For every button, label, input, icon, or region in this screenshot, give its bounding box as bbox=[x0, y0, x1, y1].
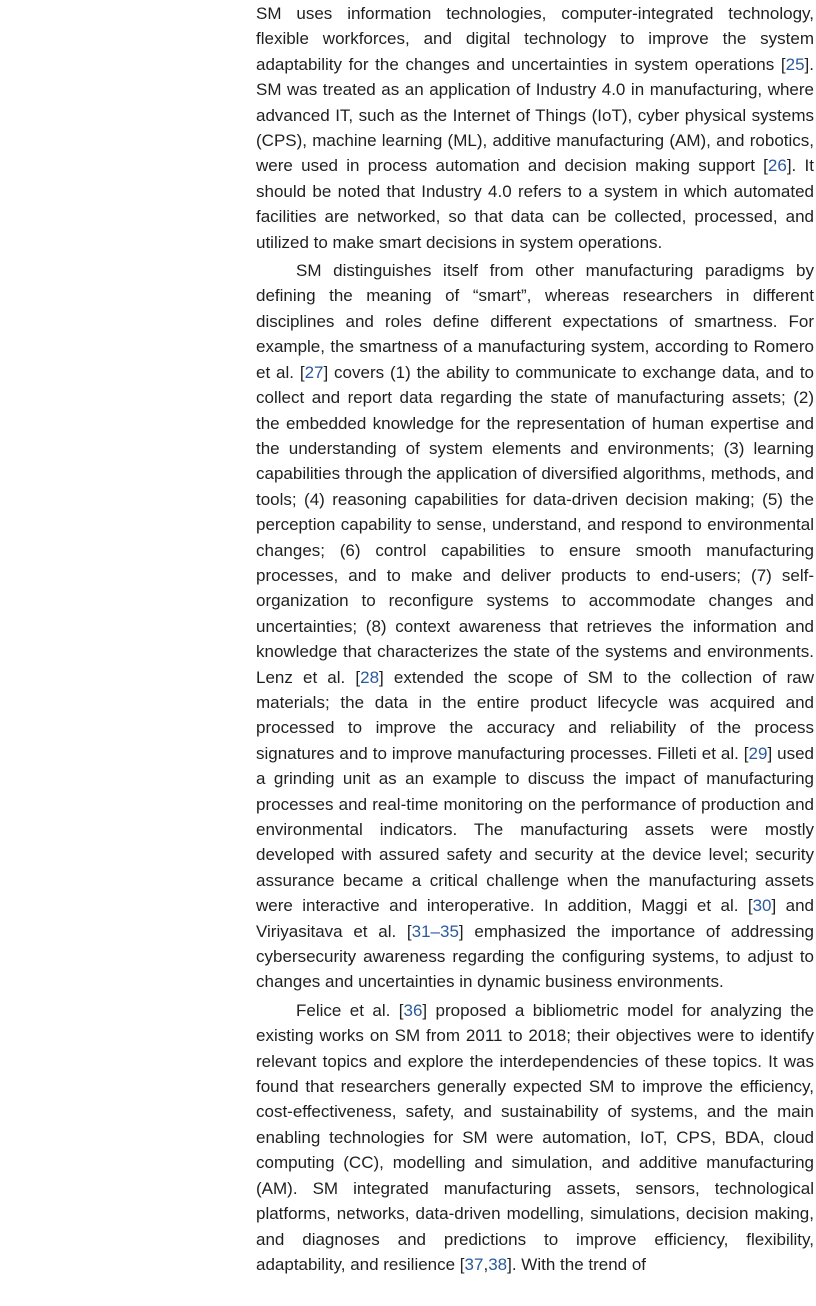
paragraph-text: ] and Viriyasitava et al. [ bbox=[256, 896, 814, 941]
paragraph-2 bbox=[256, 258, 814, 995]
citation-link[interactable]: 36 bbox=[403, 1000, 423, 1020]
paragraph-text: SM distinguishes itself from other manufacturing paradigms by defining the meaning of “smart”, whereas researchers in different disciplines and roles define different expectations of smartness. For example, the smartness of a manufacturing system, according to Romero et al. [ bbox=[256, 261, 814, 382]
text-column bbox=[256, 0, 814, 1277]
paragraph-text: ]. SM was treated as an application of Industry 4.0 in manufacturing, where advanced IT, such as the Internet of Things (IoT), cyber physical systems (CPS), machine learning (ML), additive manufacturing (AM), and robotics, were used in process automation and decision making support [ bbox=[256, 54, 814, 176]
paragraph-text: ] extended the scope of SM to the collection of raw materials; the data in the entire product lifecycle was acquired and processed to improve the accuracy and reliability of the process signatures and to improve manufacturing processes. Filleti et al. [ bbox=[256, 667, 814, 763]
paragraph-text: , bbox=[483, 1254, 489, 1274]
citation-link[interactable]: 28 bbox=[360, 667, 380, 687]
citation-link[interactable]: 38 bbox=[488, 1254, 508, 1274]
paragraph-text: ]. With the trend of bbox=[507, 1254, 647, 1274]
citation-link[interactable]: 37 bbox=[464, 1254, 484, 1274]
citation-link[interactable]: 26 bbox=[767, 156, 787, 176]
citation-link[interactable]: 30 bbox=[752, 896, 772, 916]
citation-link[interactable]: 29 bbox=[748, 743, 768, 763]
paragraph-1 bbox=[256, 1, 814, 255]
citation-link[interactable]: 25 bbox=[785, 54, 805, 74]
citation-link[interactable]: 31–35 bbox=[411, 921, 459, 941]
paragraph-text: SM uses information technologies, computer-integrated technology, flexible workforces, and digital technology to improve the system adaptability for the changes and uncertainties in system operations [ bbox=[256, 4, 814, 74]
paragraph-text: ] proposed a bibliometric model for analyzing the existing works on SM from 2011 to 2018; their objectives were to identify relevant topics and explore the interdependencies of these topics. It was found that researchers generally expected SM to improve the efficiency, cost-effectiveness, safety, and sustainability of systems, and the main enabling technologies for SM were automation, IoT, CPS, BDA, cloud computing (CC), modelling and simulation, and additive manufacturing (AM). SM integrated manufacturing assets, sensors, technological platforms, networks, data-driven modelling, simulations, decision making, and diagnoses and predictions to improve efficiency, flexibility, adaptability, and resilience [ bbox=[256, 1000, 815, 1274]
paragraph-text: Felice et al. [ bbox=[296, 1000, 404, 1020]
paragraph-text: ]. It should be noted that Industry 4.0 refers to a system in which automated facilities are networked, so that data can be collected, processed, and utilized to make smart decisions in system operations. bbox=[256, 156, 814, 252]
paragraph-3 bbox=[256, 998, 814, 1277]
paragraph-text: ] emphasized the importance of addressing cybersecurity awareness regarding the configuring systems, to adjust to changes and uncertainties in dynamic business environments. bbox=[256, 921, 814, 992]
paragraph-text: ] covers (1) the ability to communicate to exchange data, and to collect and report data regarding the state of manufacturing assets; (2) the embedded knowledge for the representation of human expertise and the understanding of system elements and environments; (3) learning capabilities through the application of diversified algorithms, methods, and tools; (4) reasoning capabilities for data-driven decision making; (5) the perception capability to sense, understand, and respond to environmental changes; (6) control capabilities to ensure smooth manufacturing processes, and to make and deliver products to end-users; (7) self-organization to reconfigure systems to accommodate changes and uncertainties; (8) context awareness that retrieves the information and knowledge that characterizes the state of the systems and environments. Lenz et al. [ bbox=[256, 362, 814, 687]
citation-link[interactable]: 27 bbox=[304, 362, 324, 382]
paragraph-text: ] used a grinding unit as an example to discuss the impact of manufacturing processes and real-time monitoring on the performance of production and environmental indicators. The manufacturing assets were mostly developed with assured safety and security at the device level; security assurance became a critical challenge when the manufacturing assets were interactive and interoperative. In addition, Maggi et al. [ bbox=[256, 743, 814, 916]
